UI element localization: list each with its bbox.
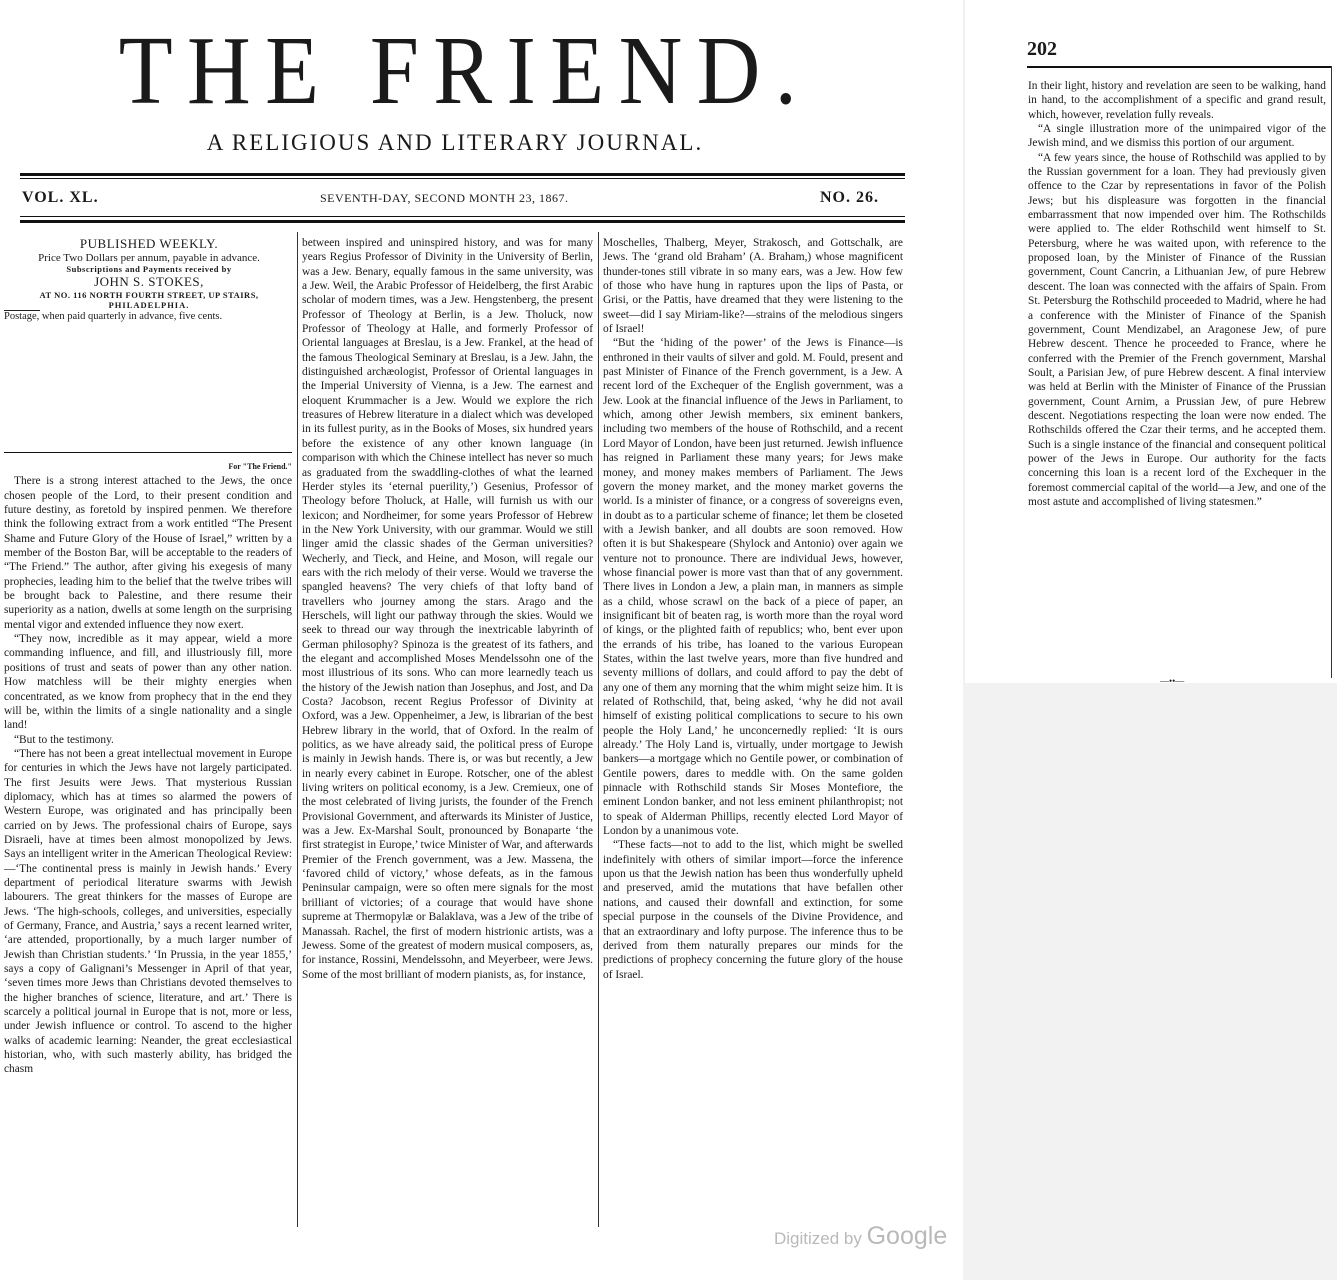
article-column-side <box>1028 79 1326 509</box>
issue-rule-thick <box>20 220 905 223</box>
article-column-3 <box>603 236 903 982</box>
watermark-prefix: Digitized by <box>774 1229 862 1248</box>
masthead-rule-top <box>20 173 905 176</box>
issue-number: NO. 26. <box>820 189 879 206</box>
article-paragraph: “But the ‘hiding of the power’ of the Jews is Finance—is enthroned in their vaults of silver and gold. M. Fould, present and past Minister of Finance of the French government, is a Jew. A recent lord of the Exchequer of the English government, was a Jew. Look at the financial influence of the Jews in Parliament, to which, among other Jewish members, six eminent bankers, including two members of the house of Rothschild, and a recent Lord Mayor of London, have been just returned. Jewish influence has reigned in Parliament these many years; for Jews make money, and money makes members of Parliament. The Jews govern the money market, and the money market governs the world. Is a minister of finance, or a congress of sovereigns even, in doubt as to a particular scheme of finance; let them be closeted with a Jewish banker, and all doubts are soon removed. How often it is but Shakespeare (Shylock and Antonio) over again we venture not to pronounce. There are individual Jews, however, whose financial power is more vast than that of any government. There lives in London a Jew, a plain man, in manners as simple as a child, whose scrawl on the back of a piece of paper, an insignificant bit of beaten rag, is worth more than the royal word of kings, or the plighted faith of republics; who, bent ever upon the errands of his tribe, has loaned to the various European States, within the last twelve years, more than five hundred and seventy millions of dollars, and could afford to pay the debt of any one of them any morning that the whim might seize him. It is related of Rothschild, that, being asked, ‘why he did not avail himself of existing political complications to secure to his own people the Holy Land,’ he unconcernedly replied: ‘It is ours already.’ The Holy Land is, virtually, under mortgage to Jewish bankers—a mortgage which no Gentile power, or combination of Gentile powers, dares to meddle with. On the same golden pinnacle with Rothschild stands Sir Moses Montefiore, the eminent London banker, and not less eminent philanthropist; not to speak of Alderman Phillips, recently elected Lord Mayor of London by a unanimous vote. <box>603 337 903 838</box>
article-paragraph: “These facts—not to add to the list, which might be swelled indefinitely with others of similar import—force the inference upon us that the Jewish nation has been thus wonderfully upheld and preserved, amid the mutations that have befallen other nations, and caused their downfall and extinction, for some special purpose in the counsels of the Divine Providence, and that an extraordinary and lofty purpose. The inference thus to be derived from them naturally prepares our minds for the predictions of prophecy concerning the future glory of the house of Israel. <box>603 839 903 981</box>
article-paragraph: Moschelles, Thalberg, Meyer, Strakosch, and Gottschalk, are Jews. The ‘grand old Braham’ (A. Braham,) whose magnificent thunder-tones still vibrate in so many ears, was a Jew. How few of those who have hung in raptures upon the lips of Pasta, or Grisi, or the Pattis, have dreamed that they were listening to the sweet—did I say Miriam-like?—strains of the melodious singers of Israel! <box>603 237 903 336</box>
article-paragraph: “A single illustration more of the unimpaired vigor of the Jewish mind, and we dismiss this portion of our argument. <box>1028 123 1326 150</box>
issue-rule-thin <box>20 216 905 217</box>
masthead-rule-thin <box>20 178 905 179</box>
issue-date: SEVENTH-DAY, SECOND MONTH 23, 1867. <box>320 191 569 205</box>
article-end-ornament: —••— <box>1160 676 1185 686</box>
column-divider-1 <box>297 232 298 1227</box>
subscriptions-note: Subscriptions and Payments received by <box>66 264 232 274</box>
published-weekly: PUBLISHED WEEKLY. <box>79 236 219 251</box>
publisher-address: AT NO. 116 NORTH FOURTH STREET, UP STAIRS, <box>39 290 259 300</box>
page-number: 202 <box>1027 38 1057 60</box>
postage-note: Postage, when paid quarterly in advance, five cents. <box>4 311 223 322</box>
article-column-1 <box>4 460 292 1077</box>
for-the-friend-label: For "The Friend." <box>228 462 292 471</box>
side-right-border <box>1331 66 1332 678</box>
publisher-city: PHILADELPHIA. <box>108 300 190 310</box>
google-logo: Google <box>866 1222 948 1250</box>
article-paragraph: There is a strong interest attached to the Jews, the once chosen people of the Lord, to their present condition and future destiny, as foretold by inspired penmen. We therefore think the following extract from a work entitled “The Present Shame and Future Glory of the House of Israel,” written by a member of the Boston Bar, will be acceptable to the readers of “The Friend.” The author, after giving his exegesis of many prophecies, leading him to the belief that the twelve tribes will be brought back to Palestine, and there resume their superiority as a nation, dwells at some length on the surprising mental vigor and extended influence they now exert. <box>4 475 292 631</box>
subscription-price: Price Two Dollars per annum, payable in advance. <box>38 252 260 264</box>
article-paragraph: “They now, incredible as it may appear, wield a more commanding influence, and fill, and illustriously fill, more positions of trust and seats of power than any other nation. How matchless will be their mighty energies when concentrated, as we know from prophecy that in the end they will be, within the limits of a single nationality and a single land! <box>4 633 292 732</box>
masthead-title: THE FRIEND. <box>118 17 812 125</box>
column-divider-2 <box>598 232 599 1227</box>
article-paragraph: “But to the testimony. <box>14 733 114 746</box>
article-paragraph: “A few years since, the house of Rothschild was applied to by the Russian government for a loan. They had previously given offence to the Czar by representations in favor of the Polish Jews; but his displeasure was forgotten in the financial embarrassment that now impended over him. The Rothschilds were applied to. The elder Rothschild went himself to St. Petersburg, where he was waited upon, with reference to the proposed loan, by the Minister of Finance of the Russian government, Count Cancrin, a Lithuanian Jew, of pure Hebrew descent. The loan was connected with the affairs of Spain. From St. Petersburg the Rothschild proceeded to Madrid, where he had a conference with the Minister of Finance of the Spanish government, Count Mendizabel, an Aragonese Jew, of pure Hebrew descent. Thence he proceeded to France, where he conferred with the Premier of the French government, Marshal Soult, a Parisian Jew, of pure Hebrew descent. A final interview was held at Berlin with the Minister of Finance of the Prussian government, Count Arnim, a Prussian Jew, of pure Hebrew descent. Negotiations respecting the loan were now ended. The Rothschilds offered the Czar their terms, and he accepted them. Such is a single instance of the financial and consequent political power of the Jews in Europe. Our authority for the facts concerning this loan is a recent lord of the Exchequer in the foremost commercial capital of the world—a Jew, and one of the most astute and accomplished of living statesmen.” <box>1028 151 1326 508</box>
article-column-2 <box>302 236 593 982</box>
publication-info <box>4 236 294 322</box>
masthead-subtitle: A RELIGIOUS AND LITERARY JOURNAL. <box>206 130 704 155</box>
volume-label: VOL. XL. <box>22 189 99 206</box>
article-paragraph: “There has not been a great intellectual movement in Europe for centuries in which the Jews have not largely participated. The first Jesuits were Jews. That mysterious Russian diplomacy, which has at times so alarmed the powers of Western Europe, was originated and has principally been carried on by Jews. The professional chairs of Europe, says Disraeli, have at times been almost monopolized by Jews. Says an intelligent writer in the American Theological Review:—‘The continental press is mainly in Jewish hands.’ Every department of periodical literature swarms with Jewish labourers. The great thinkers for the masses of Europe are Jews. ‘The high-schools, colleges, and universities, especially of Germany, France, and Austria,’ says a recent learned writer, ‘are attended, proportionally, by a much larger number of Jewish than Christian students.’ ‘In Prussia, in the year 1855,’ says a copy of Galignani’s Messenger in April of that year, ‘seven times more Jews than Christians devoted themselves to the higher branches of science, literature, and art.’ There is scarcely a political journal in Europe that is not, more or less, under Jewish influence or control. To ascend to the higher walks of academic learning: Neander, the great ecclesiastical historian, who, with such masterly ability, has bridged the chasm <box>4 747 292 1076</box>
side-header-rule <box>1027 66 1332 68</box>
digitized-by-google-watermark <box>774 1222 947 1251</box>
publisher-name: JOHN S. STOKES, <box>94 274 204 289</box>
pubbox-bottom-rule <box>4 452 292 453</box>
article-paragraph: between inspired and uninspired history, and was for many years Regius Professor of Divinity in the University of Berlin, was a Jew. Benary, equally famous in the same university, was a Jew. Weil, the Arabic Professor of Heidelberg, the first Arabic scholar of modern times, was a Jew. Hengstenberg, the present Professor of Theology at Berlin, is a Jew. Tholuck, now Professor of Theology at Halle, and formerly Professor of Oriental languages at Breslau, is a Jew. Frankel, at the head of the famous Theological Seminary at Breslau, is a Jew. Jahn, the distinguished archæologist, Professor of Oriental languages in the Imperial University of Vienna, is a Jew. The earnest and eloquent Krummacher is a Jew. Would we explore the rich treasures of Hebrew literature in a dialect which was developed in its fullest purity, as in the Books of Moses, six hundred years before the existence of any other known language (in comparison with which the Chinese intellect has never so much as graduated from the swaddling-clothes of what the learned Herder styles its ‘eternal puerility,’) Gesenius, Professor of Theology before Tholuck, at Halle, will furnish us with our lexicon; and Nordheimer, for some years Professor of Hebrew in the New York University, with our grammar. Would we still linger amid the classic shades of the German universities? Wecherly, and Tieck, and Heine, and Moson, will regale our ears with the rich melody of their verse. Would we traverse the spangled heavens? The very chiefs of that lofty band of travellers who journey among the stars. Arago and the Herschels, will light our pathway through the skies. Would we seek to thread our way through the inextricable labyrinth of German philosophy? Spinoza is the greatest of its fathers, and the elegant and accomplished Moses Mendelssohn one of the most illustrious of its sons. Who can more learnedly teach us the history of the Jewish nation than Josephus, and Jost, and Da Costa? Jacobson, recent Regius Professor of Divinity at Oxford, was a Jew. Oppenheimer, a Jew, is librarian of the best Hebrew library in the world, that of Oxford. In the realm of politics, as we have already said, the political press of Europe is mainly in Jewish hands. There is, or was but recently, a Jew in nearly every cabinet in Europe. Rotscher, one of the ablest living writers on political economy, is a Jew. Cremieux, one of the most celebrated of living jurists, the founder of the French Provisional Government, and afterwards its Minister of Justice, was a Jew. Ex-Marshal Soult, pronounced by Bonaparte ‘the first strategist in Europe,’ twice Minister of War, and afterwards Premier of the French government, was a Jew. Massena, the ‘favored child of victory,’ whose defeats, as in the famous Peninsular campaign, were so often mere signals for the most brilliant of victories; of a courage that would have shone supreme at Thermopylæ or Balaklava, was a Jew of the tribe of Manassah. Rachel, the first of modern histrionic artists, was a Jewess. Some of the greatest of modern musical composers, as, for instance, Rossini, Mendelssohn, and Meyerbeer, were Jews. Some of the most brilliant of modern pianists, as, for instance, <box>302 237 593 981</box>
article-paragraph: In their light, history and revelation are seen to be walking, hand in hand, to the accomplishment of a specific and grand result, which, however, revelation fully reveals. <box>1028 80 1326 121</box>
